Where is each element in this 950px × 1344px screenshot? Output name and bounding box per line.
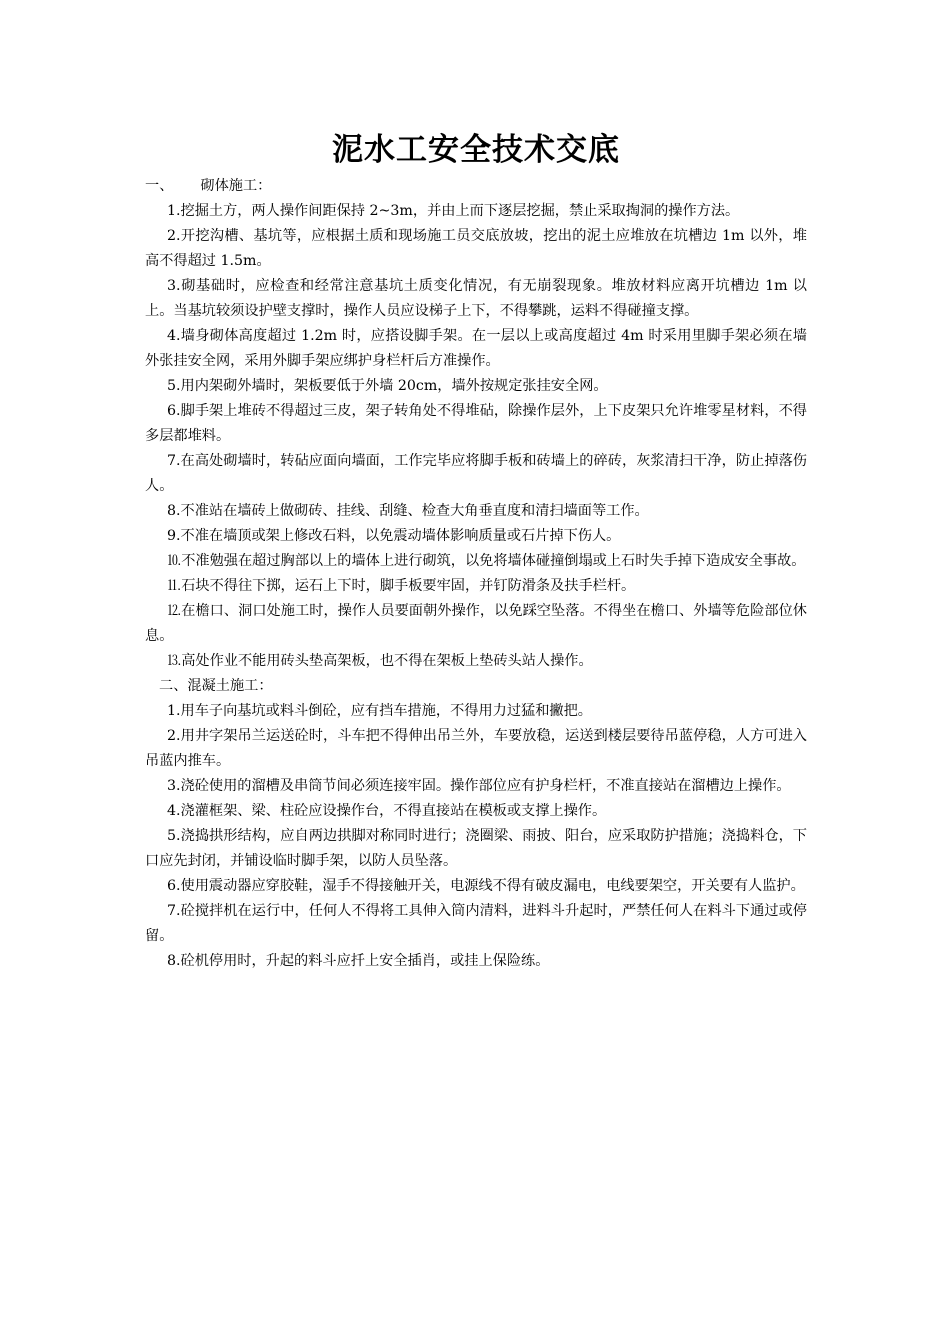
list-item: 1.用车子向基坑或料斗倒砼，应有挡车措施，不得用力过猛和撇把。 [167,703,592,719]
list-item: 2.开挖沟槽、基坑等，应根据土质和现场施工员交底放坡，挖出的泥土应堆放在坑槽边 1m 以外，堆高不得超过 1.5m。 [145,228,807,269]
list-item: 5.浇捣拱形结构，应自两边拱脚对称同时进行；浇圈梁、雨披、阳台，应采取防护措施；浇捣料仓，下口应先封闭，并铺设临时脚手架，以防人员坠落。 [145,828,807,869]
list-item: 8.砼机停用时，升起的料斗应扦上安全插肖，或挂上保险练。 [167,953,550,969]
list-item: 4.墙身砌体高度超过 1.2m 时，应搭设脚手架。在一层以上或高度超过 4m 时采用里脚手架必须在墙外张挂安全网，采用外脚手架应绑护身栏杆后方准操作。 [145,328,807,369]
list-item: 8.不准站在墙砖上做砌砖、挂线、刮缝、检查大角垂直度和清扫墙面等工作。 [167,503,649,519]
document-title: 泥水工安全技术交底 [332,132,620,168]
section-heading-masonry: 一、 砌体施工： [145,178,272,194]
list-item: 3.砌基础时，应检查和经常注意基坑土质变化情况，有无崩裂现象。堆放材料应离开坑槽边 1m 以上。当基坑较须设护壁支撑时，操作人员应设梯子上下，不得攀跳，运料不得碰撞支撑。 [145,278,807,319]
list-item: ⒓在檐口、洞口处施工时，操作人员要面朝外操作，以免踩空坠落。不得坐在檐口、外墙等危险部位休息。 [145,603,807,644]
list-item: ⒑不准勉强在超过胸部以上的墙体上进行砌筑，以免将墙体碰撞倒塌或上石时失手掉下造成安全事故。 [167,553,806,569]
list-item: 2.用井字架吊兰运送砼时，斗车把不得伸出吊兰外，车要放稳，运送到楼层要待吊蓝停稳，人方可进入吊蓝内推车。 [145,728,807,769]
list-item: ⒔高处作业不能用砖头垫高架板，也不得在架板上垫砖头站人操作。 [167,653,593,669]
list-item: 7.在高处砌墙时，转砧应面向墙面，工作完毕应将脚手板和砖墙上的碎砖，灰浆清扫干净，防止掉落伤人。 [145,453,807,494]
list-item: 6.脚手架上堆砖不得超过三皮，架子转角处不得堆砧，除操作层外，上下皮架只允许堆零星材料，不得多层都堆料。 [145,403,807,444]
list-item: 4.浇灌框架、梁、柱砼应设操作台，不得直接站在模板或支撑上操作。 [167,803,607,819]
document-page [145,128,807,974]
list-item: 9.不准在墙顶或架上修改石料，以免震动墙体影响质量或石片掉下伤人。 [167,528,621,544]
list-item: 3.浇砼使用的溜槽及串筒节间必须连接牢固。操作部位应有护身栏杆，不准直接站在溜槽边上操作。 [167,778,791,794]
list-item: 7.砼搅拌机在运行中，任何人不得将工具伸入筒内清料，进料斗升起时，严禁任何人在料斗下通过或停留。 [145,903,807,944]
section-heading-concrete: 二、混凝土施工： [159,678,273,694]
list-item: 1.挖掘土方，两人操作间距保持 2~3m，并由上而下逐层挖掘，禁止采取掏洞的操作方法。 [167,203,740,219]
section-masonry [145,174,807,674]
list-item: 5.用内架砌外墙时，架板要低于外墙 20cm，墙外按规定张挂安全网。 [167,378,608,394]
list-item: ⒒石块不得往下掷，运石上下时，脚手板要牢固，并钉防滑条及扶手栏杆。 [167,578,636,594]
section-concrete [145,674,807,974]
list-item: 6.使用震动器应穿胶鞋，湿手不得接触开关，电源线不得有破皮漏电，电线要架空，开关要有人监护。 [167,878,805,894]
